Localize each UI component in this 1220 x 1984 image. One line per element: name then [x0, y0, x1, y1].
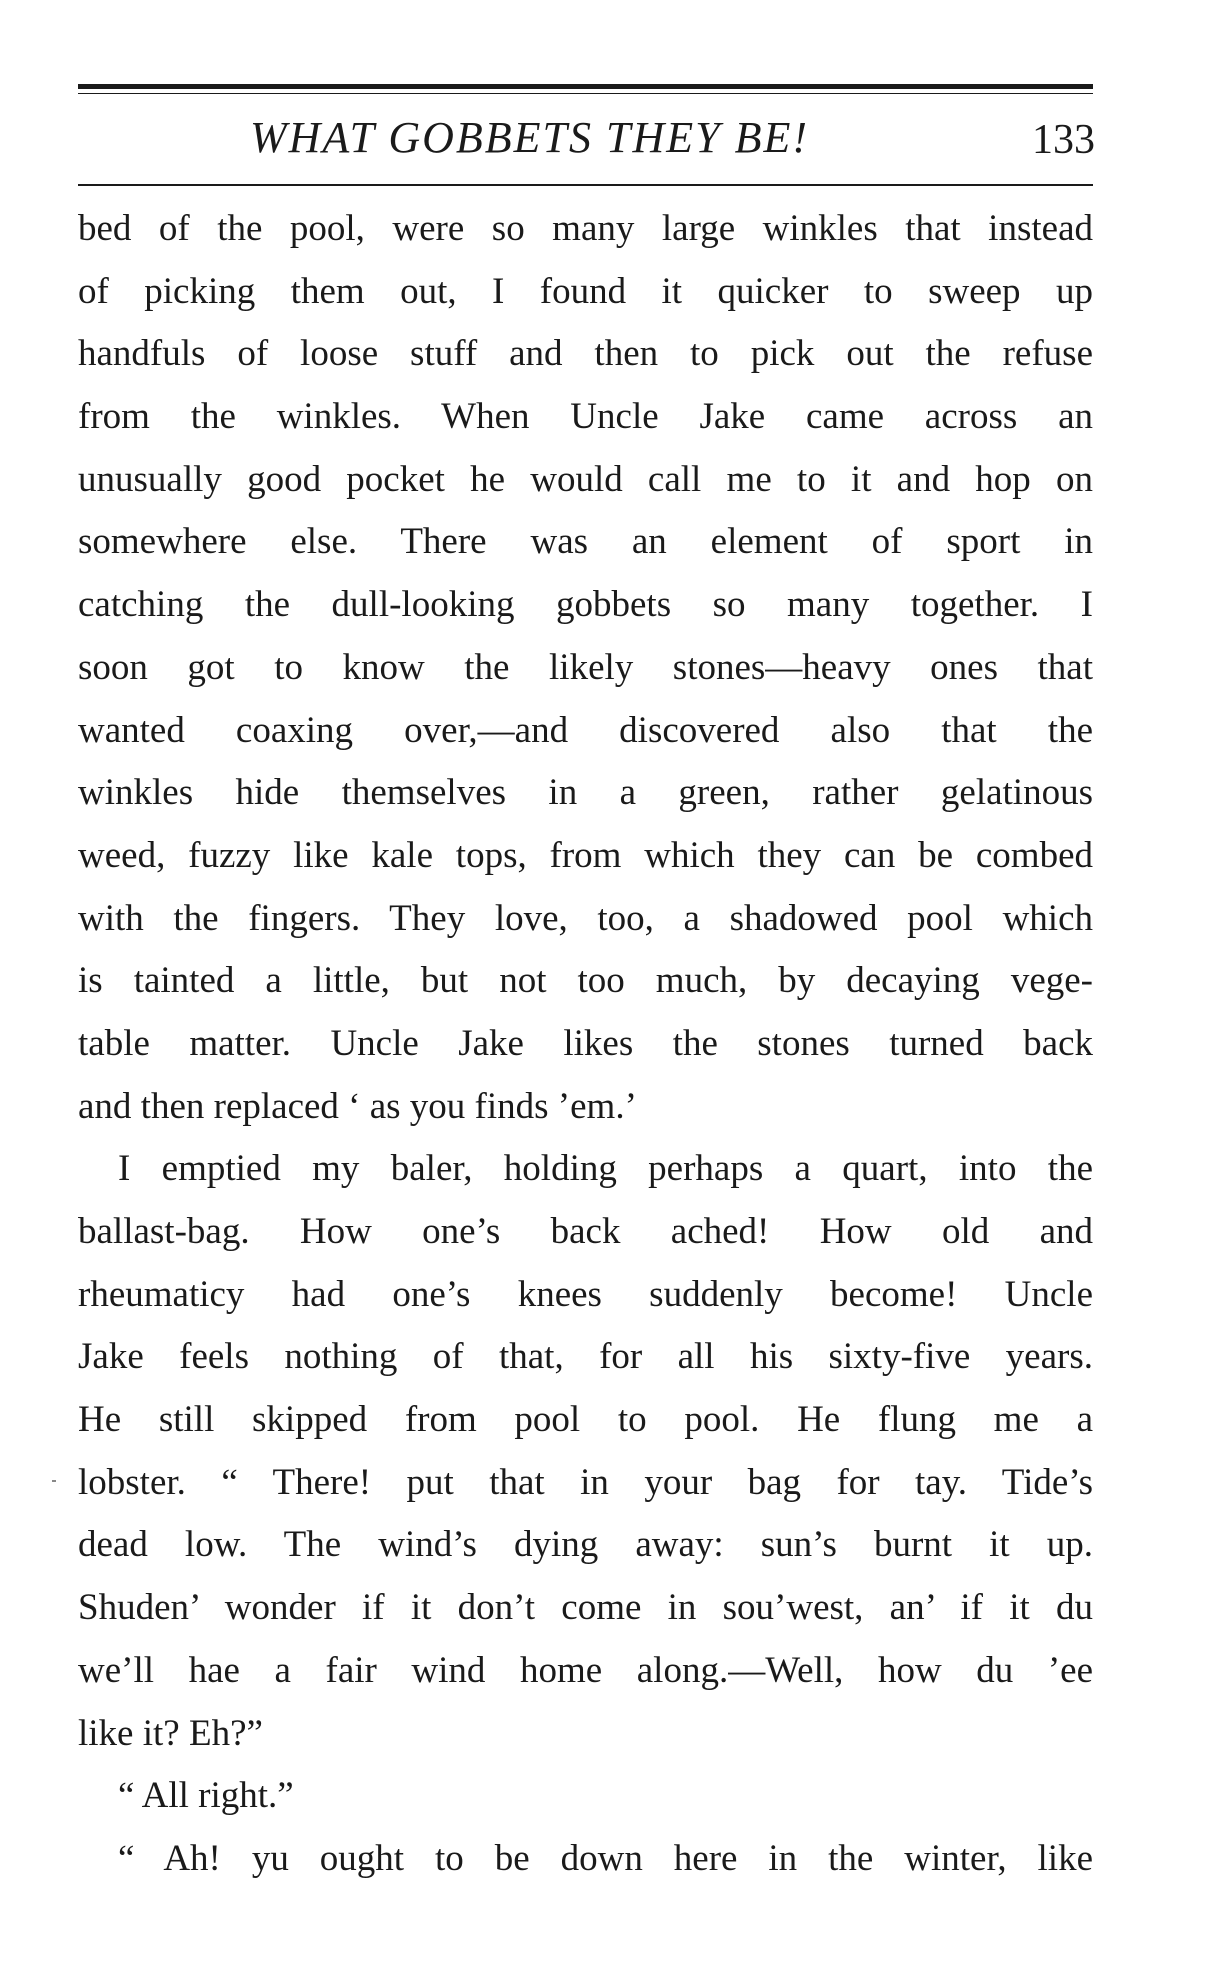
top-rule-thin [78, 93, 1093, 94]
text-line: table matter. Uncle Jake likes the stones turned back [78, 1022, 1093, 1064]
margin-mark [52, 1480, 56, 1482]
header-rule [78, 184, 1093, 186]
text-line: somewhere else. There was an element of sport in [78, 521, 1093, 563]
running-title: WHAT GOBBETS THEY BE! [250, 113, 809, 162]
text-line: wanted coaxing over,—and discovered also that the [78, 709, 1093, 751]
text-line: of picking them out, I found it quicker to sweep up [78, 270, 1093, 312]
text-line: winkles hide themselves in a green, rather gelatinous [78, 772, 1093, 814]
text-line: handfuls of loose stuff and then to pick out the refuse [78, 333, 1093, 375]
text-line: catching the dull-looking gobbets so many together. I [78, 584, 1093, 626]
text-line: dead low. The wind’s dying away: sun’s burnt it up. [78, 1524, 1093, 1566]
body-text [78, 198, 1093, 1891]
text-line: “ All right.” [118, 1775, 294, 1817]
text-line: Jake feels nothing of that, for all his sixty-five years. [78, 1336, 1093, 1378]
text-line: lobster. “ There! put that in your bag for tay. Tide’s [78, 1461, 1093, 1503]
text-line: ballast-bag. How one’s back ached! How old and [78, 1211, 1093, 1252]
text-line: and then replaced ‘ as you finds ’em.’ [78, 1085, 637, 1127]
text-line: like it? Eh?” [78, 1712, 263, 1754]
text-line: soon got to know the likely stones—heavy ones that [78, 646, 1093, 688]
text-line: He still skipped from pool to pool. He flung me a [78, 1399, 1093, 1441]
text-line: we’ll hae a fair wind home along.—Well, how du ’ee [78, 1649, 1093, 1691]
text-line: unusually good pocket he would call me to it and hop on [78, 458, 1093, 500]
text-line: I emptied my baler, holding perhaps a quart, into the [118, 1148, 1093, 1190]
page-number: 133 [1032, 117, 1095, 163]
text-line: “ Ah! yu ought to be down here in the winter, like [118, 1837, 1093, 1879]
text-line: bed of the pool, were so many large winkles that instead [78, 208, 1093, 249]
text-line: rheumaticy had one’s knees suddenly become! Uncle [78, 1273, 1093, 1315]
text-line: is tainted a little, but not too much, by decaying vege- [78, 960, 1093, 1002]
top-rule-thick [78, 84, 1093, 89]
text-line: from the winkles. When Uncle Jake came across an [78, 396, 1093, 438]
text-line: with the fingers. They love, too, a shadowed pool which [78, 897, 1093, 939]
text-line: Shuden’ wonder if it don’t come in sou’west, an’ if it du [78, 1587, 1093, 1629]
text-line: weed, fuzzy like kale tops, from which they can be combed [78, 834, 1093, 876]
